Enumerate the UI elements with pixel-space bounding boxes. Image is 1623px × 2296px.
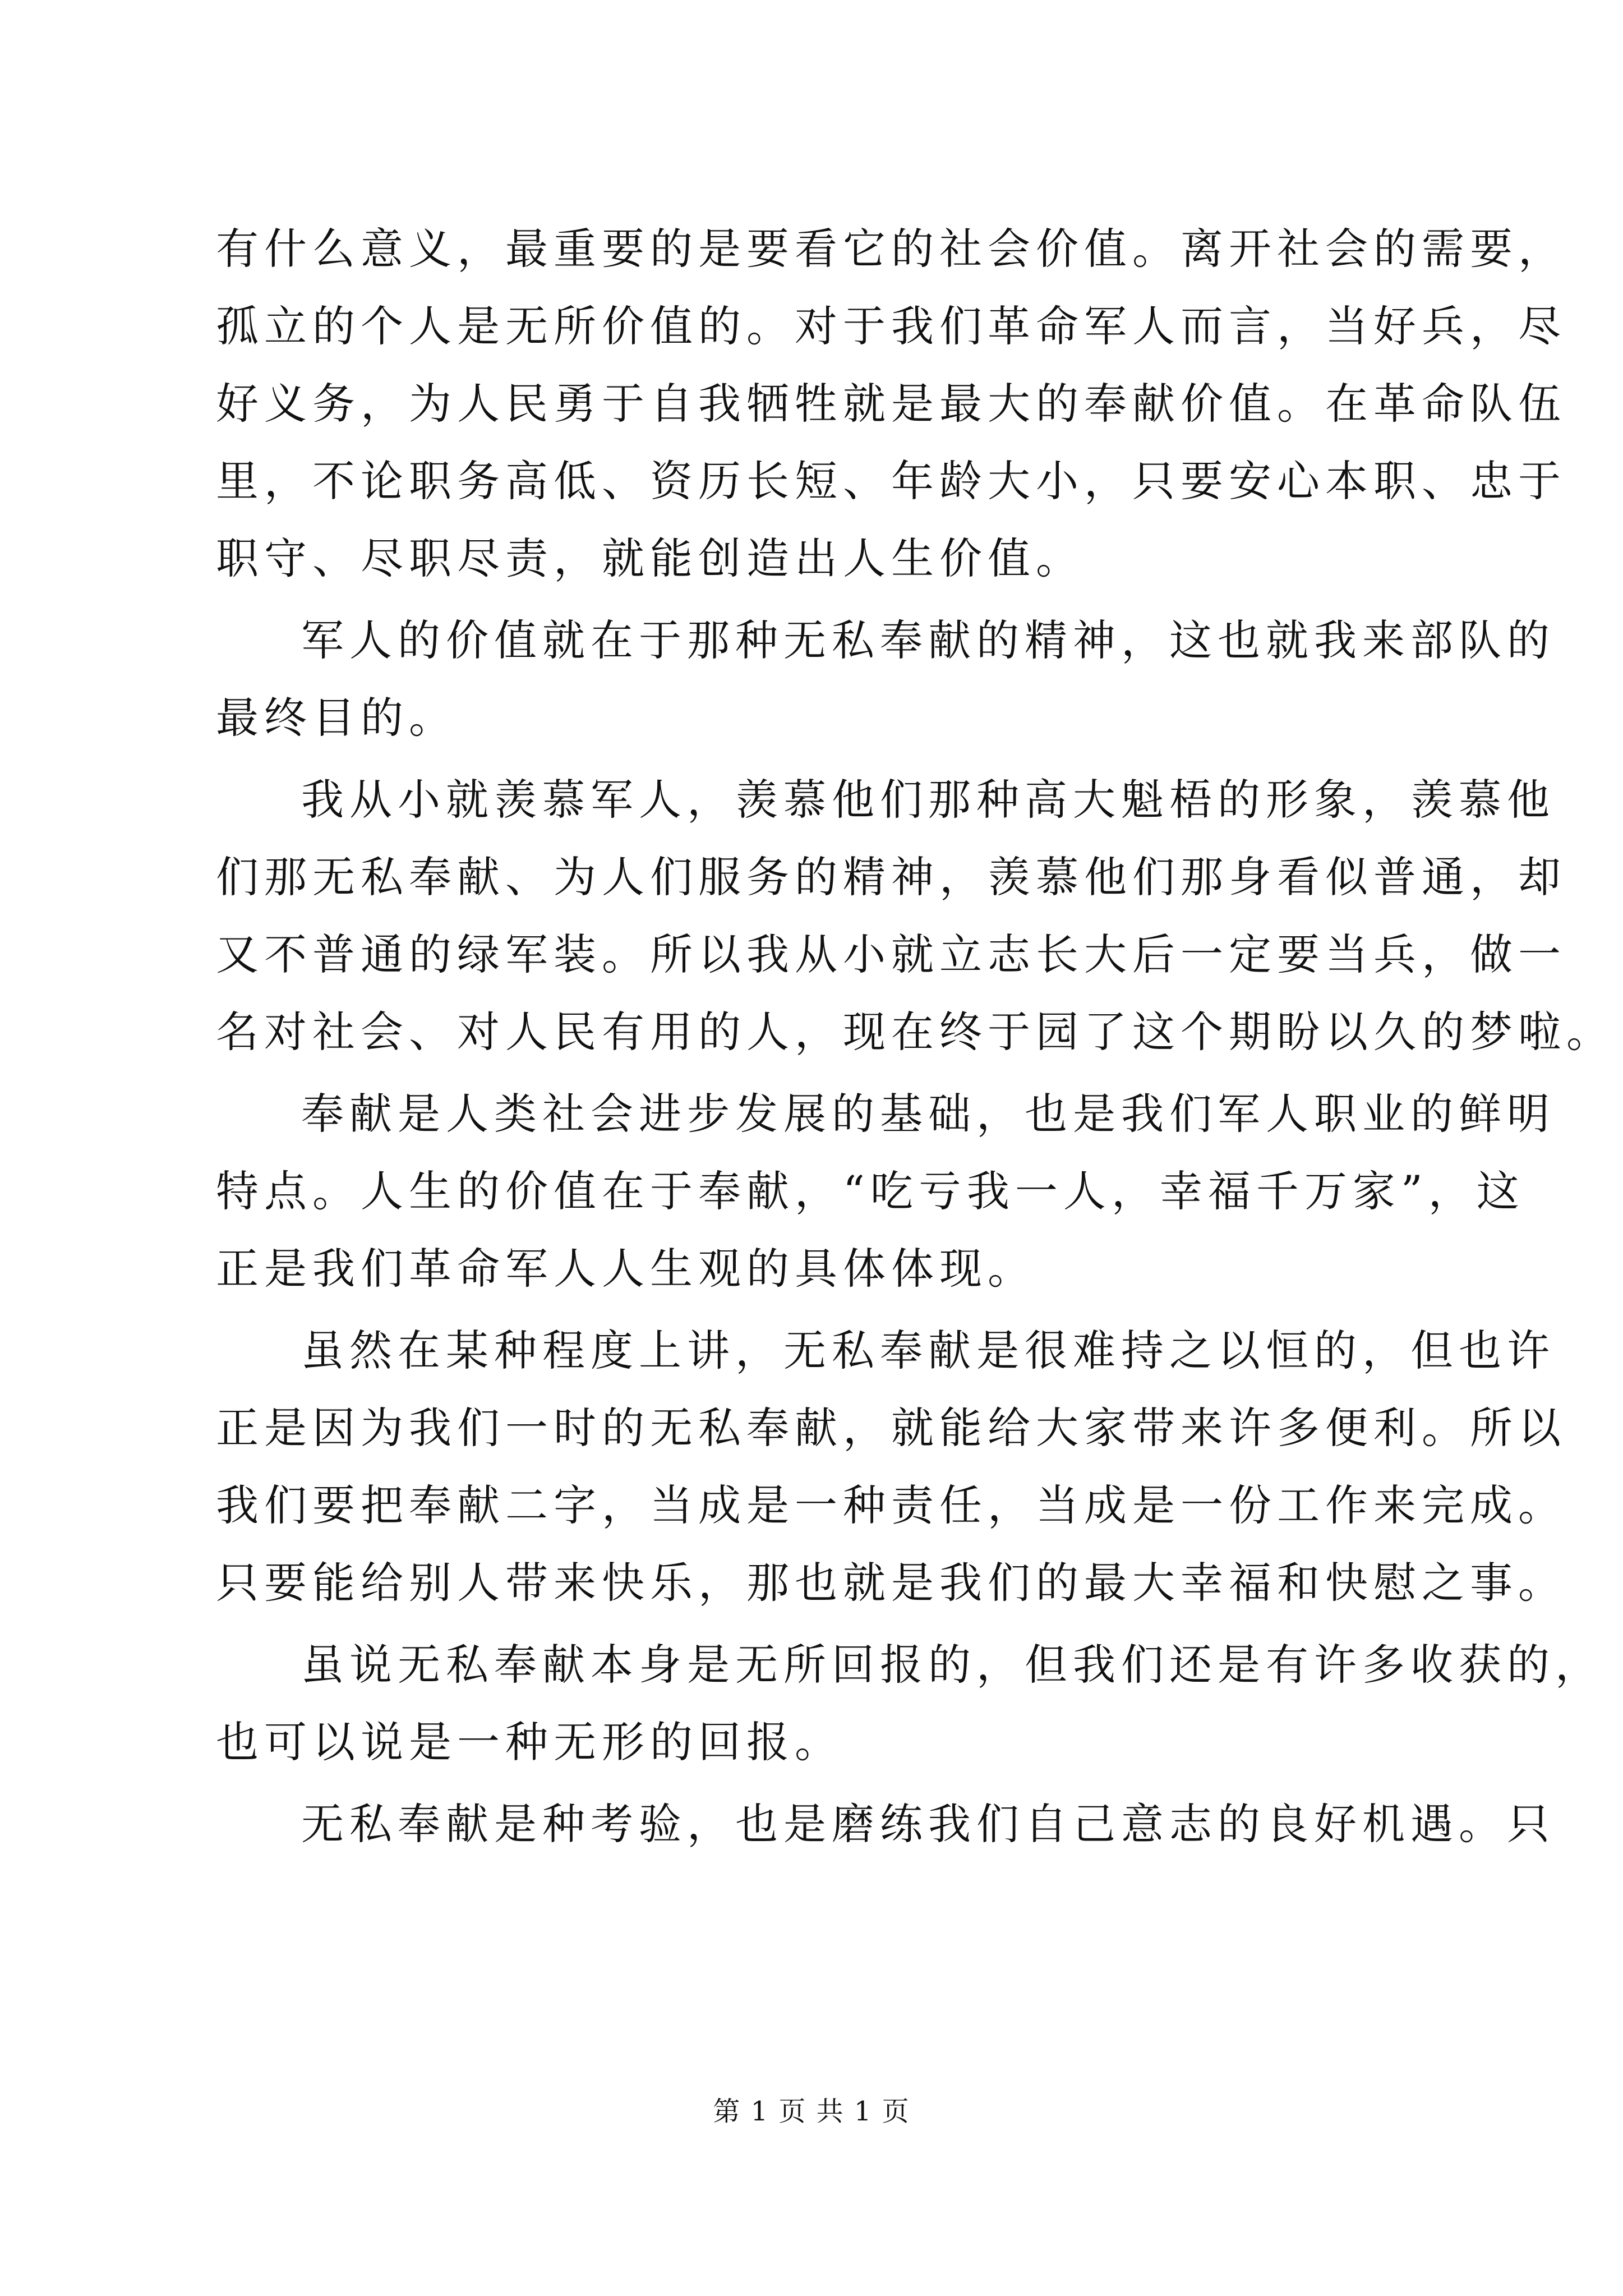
text-line: 正是因为我们一时的无私奉献，就能给大家带来许多便利。所以 — [216, 1403, 1566, 1453]
paragraph-first-line: 无私奉献是种考验，也是磨练我们自己意志的良好机遇。只 — [301, 1799, 1555, 1849]
text-line: 有什么意义，最重要的是要看它的社会价值。离开社会的需要， — [216, 224, 1566, 274]
paragraph-first-line: 我从小就羡慕军人，羡慕他们那种高大魁梧的形象，羡慕他 — [301, 775, 1555, 825]
text-line: 职守、尽职尽责，就能创造出人生价值。 — [216, 533, 1084, 583]
text-line: 又不普通的绿军装。所以我从小就立志长大后一定要当兵，做一 — [216, 930, 1566, 979]
text-line: 们那无私奉献、为人们服务的精神，羡慕他们那身看似普通，却 — [216, 852, 1566, 902]
paragraph-first-line: 虽然在某种程度上讲，无私奉献是很难持之以恒的，但也许 — [301, 1326, 1555, 1375]
page-number-footer: 第 1 页 共 1 页 — [713, 2096, 910, 2127]
text-line: 孤立的个人是无所价值的。对于我们革命军人而言，当好兵，尽 — [216, 301, 1566, 351]
text-line: 也可以说是一种无形的回报。 — [216, 1717, 843, 1767]
text-line: 正是我们革命军人人生观的具体体现。 — [216, 1244, 1036, 1294]
paragraph-first-line: 奉献是人类社会进步发展的基础，也是我们军人职业的鲜明 — [301, 1089, 1555, 1139]
text-line: 最终目的。 — [216, 693, 457, 743]
text-line: 只要能给别人带来快乐，那也就是我们的最大幸福和快慰之事。 — [216, 1558, 1566, 1608]
text-line: 我们要把奉献二字，当成是一种责任，当成是一份工作来完成。 — [216, 1480, 1566, 1530]
text-line: 特点。人生的价值在于奉献，“吃亏我一人，幸福千万家”，这 — [216, 1166, 1525, 1216]
text-line: 名对社会、对人民有用的人，现在终于园了这个期盼以久的梦啦。 — [216, 1007, 1615, 1057]
text-line: 好义务，为人民勇于自我牺牲就是最大的奉献价值。在革命队伍 — [216, 379, 1566, 429]
document-body — [216, 210, 1615, 1863]
paragraph-first-line: 军人的价值就在于那种无私奉献的精神，这也就我来部队的 — [301, 615, 1555, 665]
paragraph-first-line: 虽说无私奉献本身是无所回报的，但我们还是有许多收获的， — [301, 1640, 1603, 1690]
text-line: 里，不论职务高低、资历长短、年龄大小，只要安心本职、忠于 — [216, 456, 1566, 506]
